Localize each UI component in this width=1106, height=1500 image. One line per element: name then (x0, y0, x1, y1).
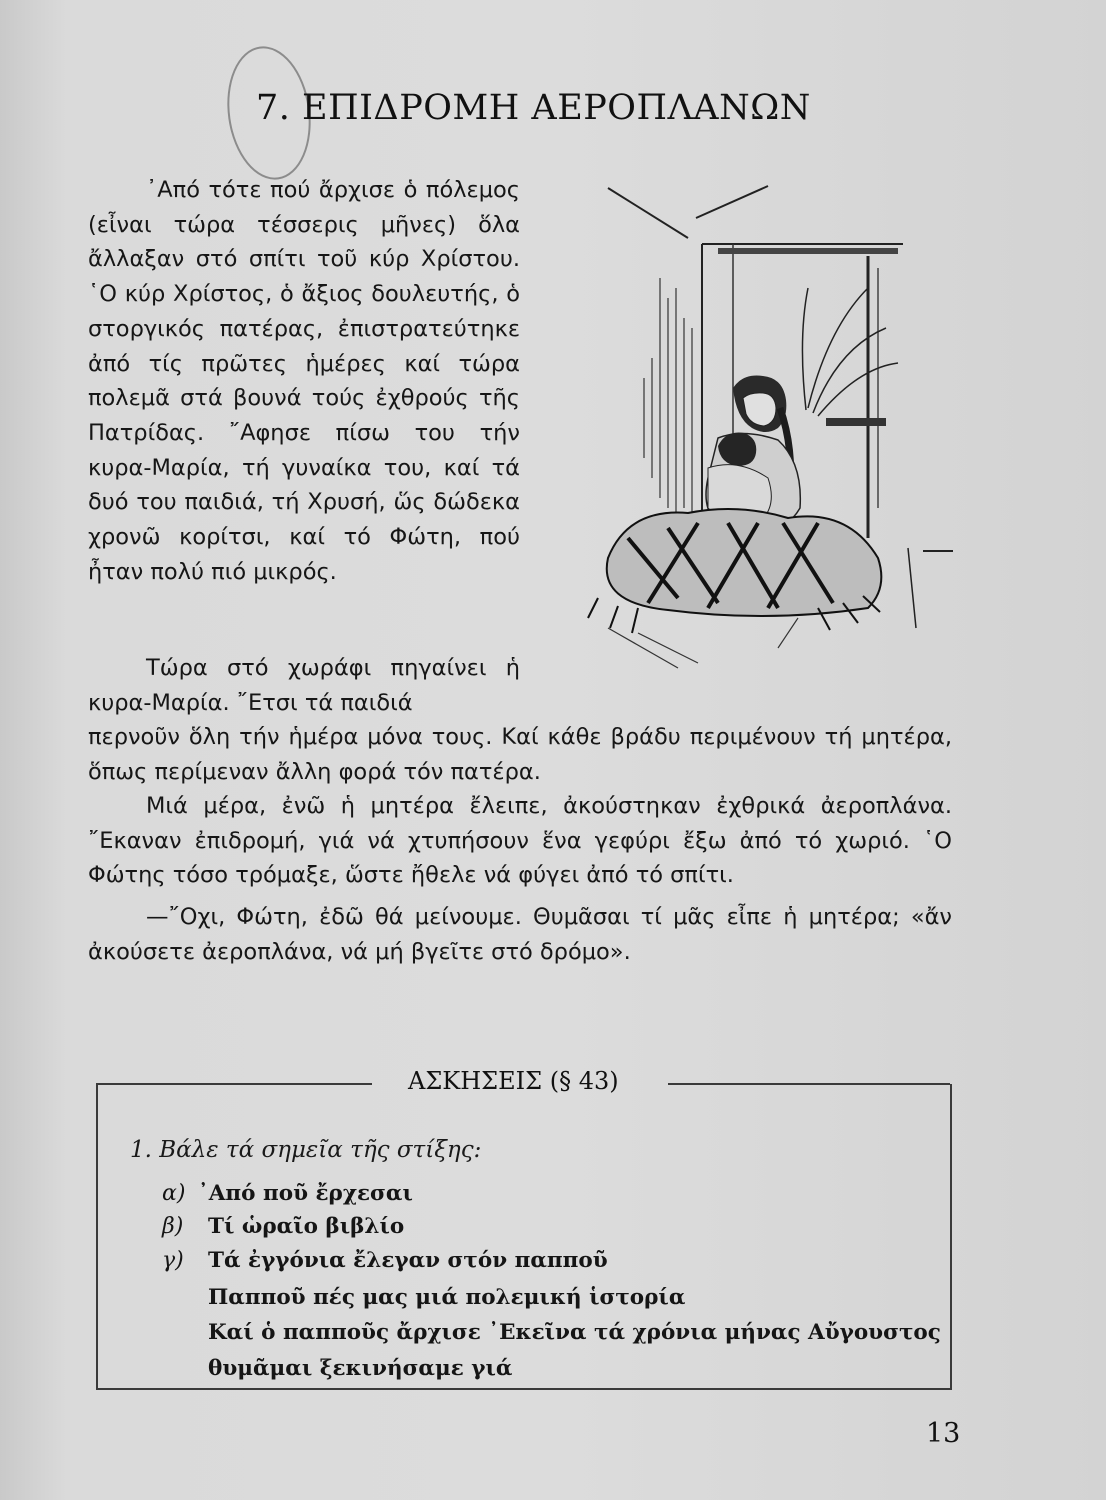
paragraph-4: Μιά μέρα, ἐνῶ ἡ μητέρα ἔλειπε, ἀκούστηκαν ἐχθρικά ἀεροπλάνα. ῎Εκαναν ἐπιδρομή, γιά νά χτυπήσουν ἕνα γεφύρι ἔξω ἀπό τό χωριό. ῾Ο Φώτης τόσο τρόμαξε, ὥστε ἤθελε νά φύγει ἀπό τό σπίτι. (88, 793, 952, 889)
paragraph-5: —῎Οχι, Φώτη, ἐδῶ θά μείνουμε. Θυμᾶσαι τί μᾶς εἶπε ἡ μητέρα; «ἄν ἀκούσετε ἀεροπλάνα, νά μή βγεῖτε στό δρόμο». (88, 904, 952, 965)
exercise-item-c: Τά ἐγγόνια ἔλεγαν στόν παπποῦ (208, 1248, 608, 1273)
exercise-item-a: ᾿Από ποῦ ἔρχεσαι (198, 1181, 413, 1206)
paragraph-1: ᾿Από τότε πού ἄρχισε ὁ πόλεμος (εἶναι τώρα τέσσερις μῆνες) ὅλα ἄλλαξαν στό σπίτι τοῦ κύρ Χρίστου. ῾Ο κύρ Χρίστος, ὁ ἄξιος δουλευτής, ὁ στοργικός πατέρας, ἐπιστρατεύτηκε ἀπό τίς πρῶτες ἡμέρες καί τώρα πολεμᾶ στά βουνά τούς ἐχθρούς τῆς Πατρίδας. ῎Αφησε πίσω του τήν κυρα-Μαρία, τή γυναίκα του, καί τά δυό του παιδιά, τή Χρυσή, ὥς δώδεκα χρονῶ κορίτσι, καί τό Φώτη, πού ἦταν πολύ πιό μικρός. (88, 177, 520, 585)
exercises-title: ΑΣΚΗΣΕΙΣ (§ 43) (408, 1067, 619, 1095)
exercise-continuation-2: Καί ὁ παπποῦς ἄρχισε ᾿Εκεῖνα τά χρόνια μήνας Αὔγουστος (208, 1320, 941, 1345)
mother-and-child-illustration (568, 178, 958, 678)
item-label-c: γ) (162, 1248, 184, 1273)
chapter-title: 7. ΕΠΙΔΡΟΜΗ ΑΕΡΟΠΛΑΝΩΝ (256, 88, 811, 128)
page-number: 13 (926, 1418, 961, 1449)
exercise-instruction: 1. Βάλε τά σημεῖα τῆς στίξης: (130, 1137, 482, 1163)
paragraph-3: περνοῦν ὅλη τήν ἡμέρα μόνα τους. Καί κάθε βράδυ περιμένουν τή μητέρα, ὅπως περίμεναν ἄλλη φορά τόν πατέρα. (88, 724, 952, 785)
exercise-continuation-3: θυμᾶμαι ξεκινήσαμε γιά (208, 1356, 513, 1381)
paragraph-2: Τώρα στό χωράφι πηγαίνει ἡ κυρα-Μαρία. ῎Ετσι τά παιδιά (88, 655, 520, 716)
item-label-b: β) (162, 1214, 184, 1239)
item-label-a: α) (162, 1181, 186, 1206)
exercise-item-b: Τί ὡραῖο βιβλίο (208, 1214, 405, 1239)
exercise-continuation-1: Παπποῦ πές μας μιά πολεμική ἱστορία (208, 1285, 686, 1310)
